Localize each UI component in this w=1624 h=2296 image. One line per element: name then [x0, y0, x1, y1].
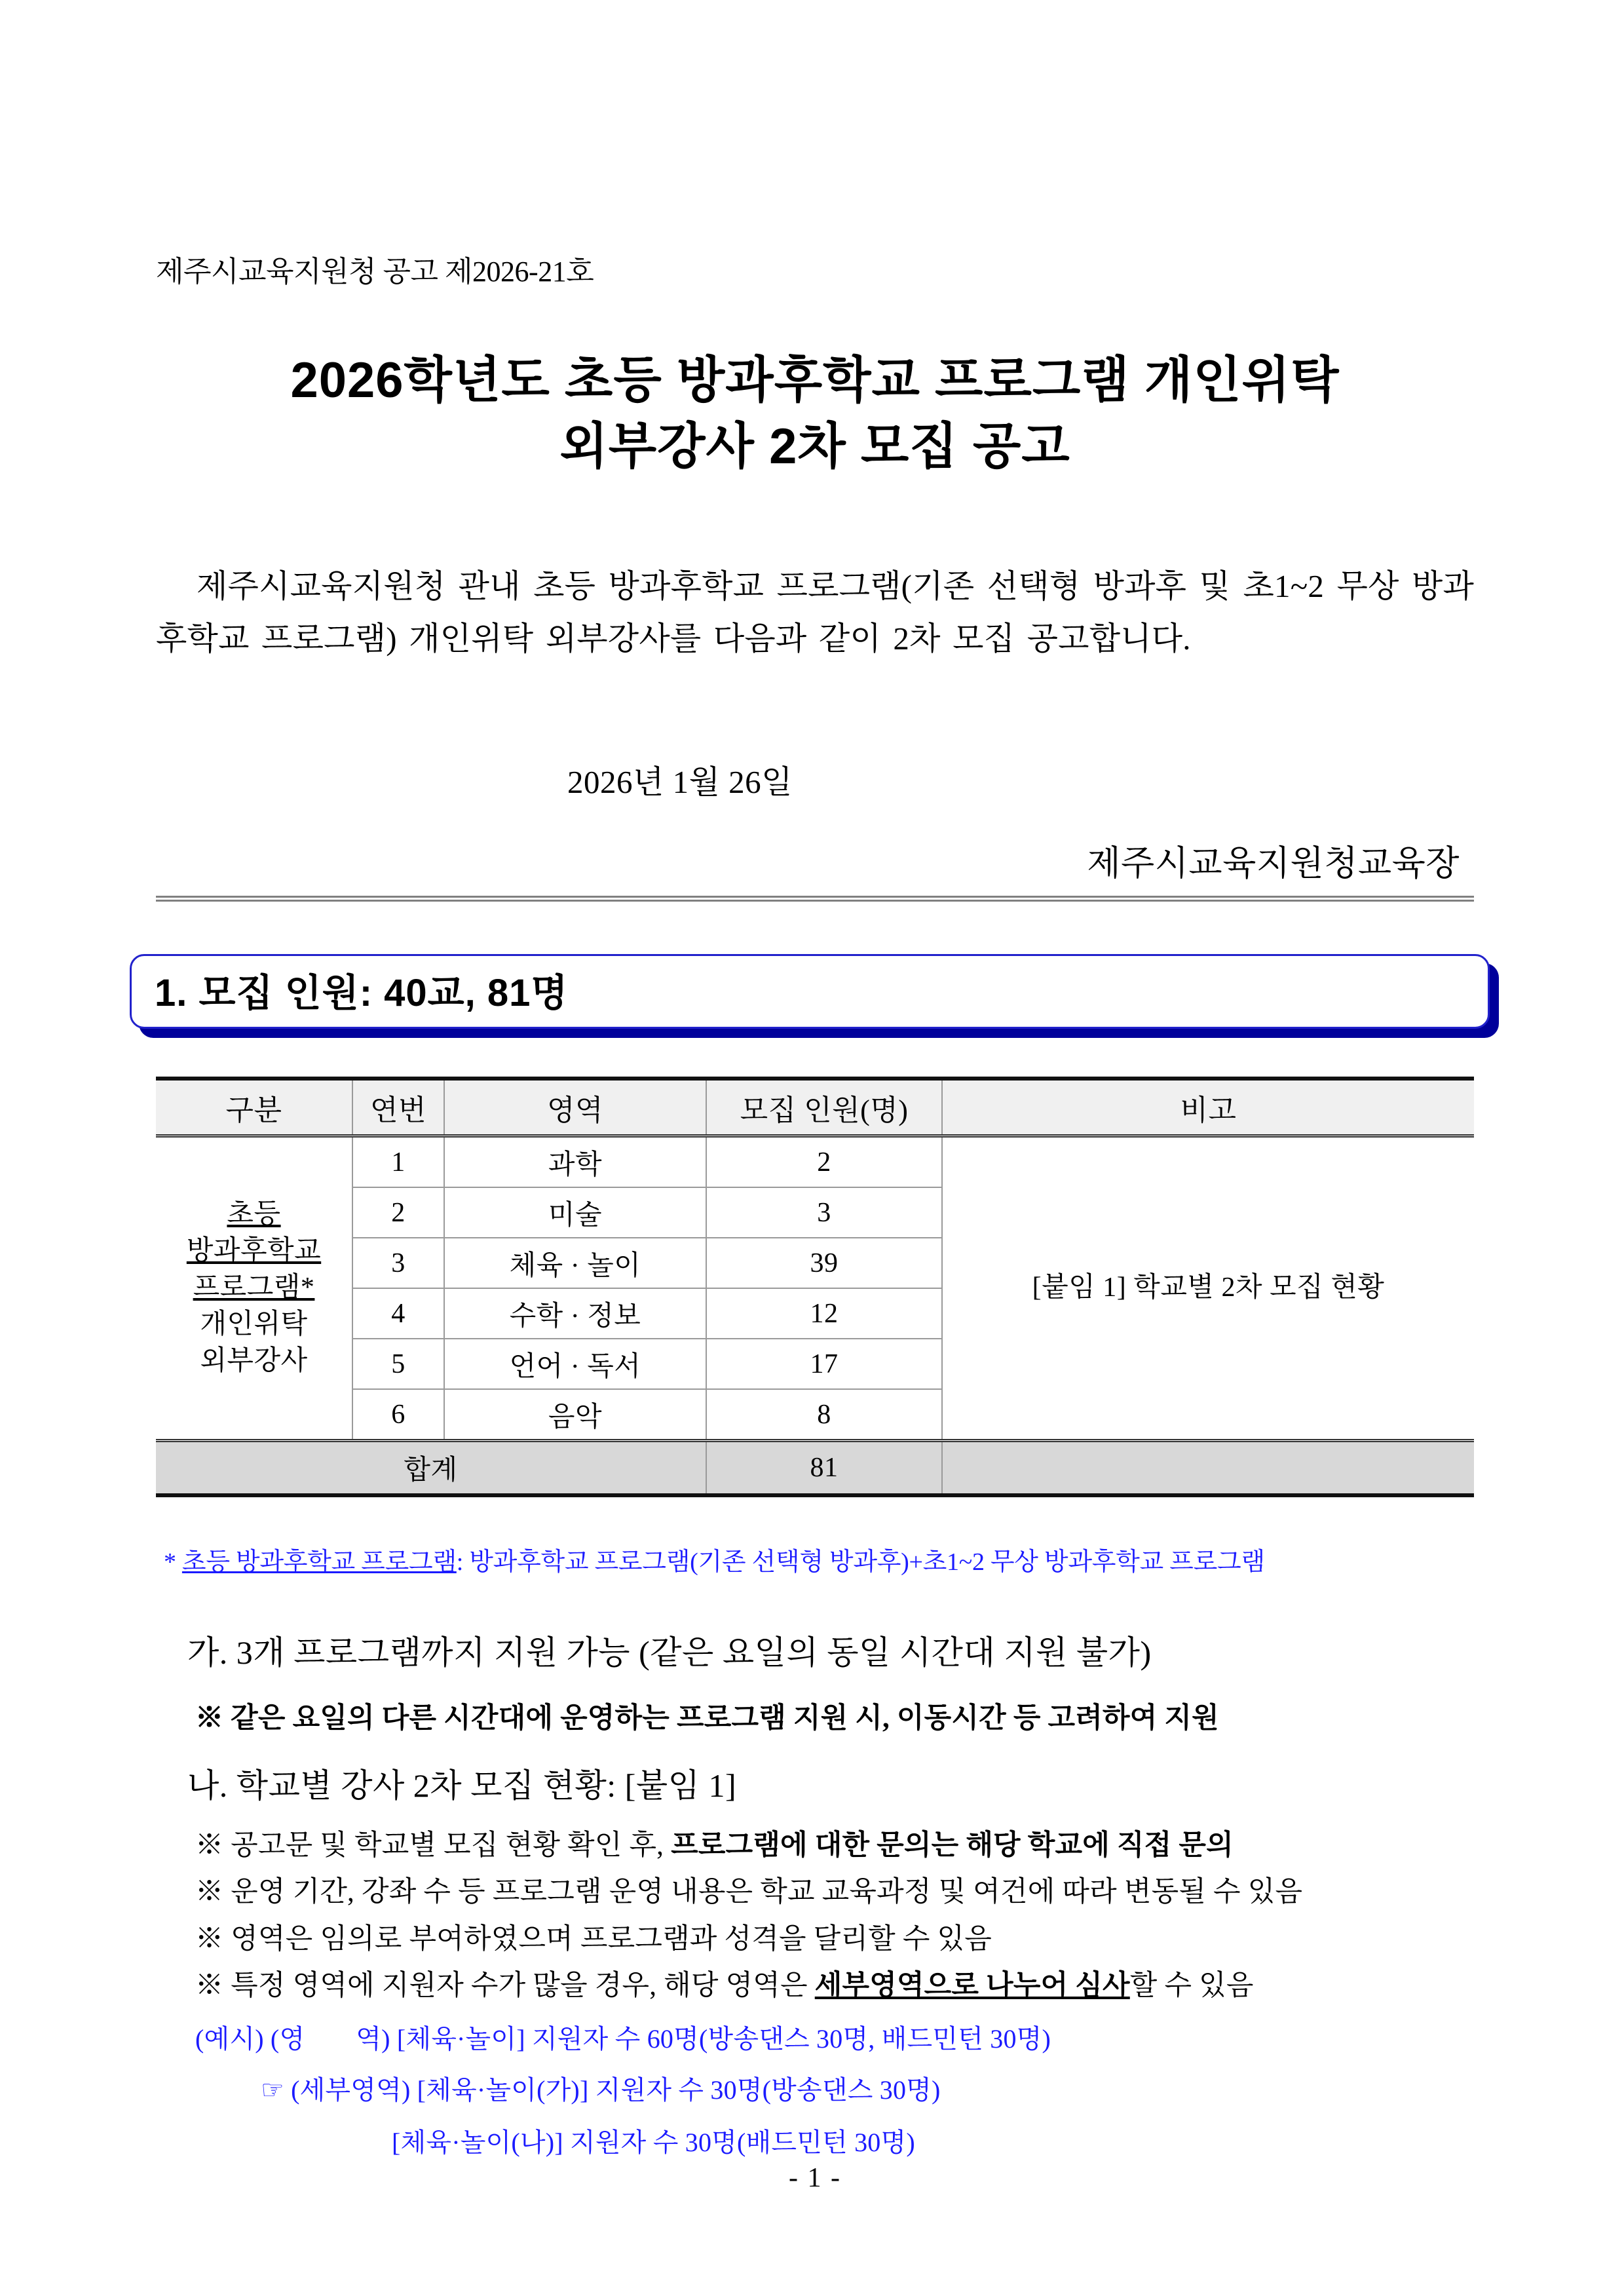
recruitment-table-wrapper: [156, 1077, 1474, 1497]
section-heading-box: [130, 954, 1499, 1031]
footnote-definition: : 방과후학교 프로그램(기존 선택형 방과후)+초1~2 무상 방과후학교 프로그램: [456, 1548, 1265, 1576]
pointing-hand-icon: ☞: [261, 2075, 285, 2105]
section-heading-label: 1. 모집 인원: 40교, 81명: [155, 972, 569, 1014]
header-remark: 비고: [942, 1079, 1474, 1136]
recruitment-table: [156, 1077, 1474, 1497]
note-1-bold: 프로그램에 대한 문의는 해당 학교에 직접 문의: [671, 1830, 1234, 1861]
item-b-note-1: [195, 1823, 1234, 1863]
group-label-line-3: 프로그램*: [193, 1272, 315, 1303]
cell-area: 수학 · 정보: [444, 1288, 706, 1339]
table-header-row: [156, 1079, 1474, 1136]
horizontal-double-rule: [156, 896, 1474, 902]
table-total-row: [156, 1441, 1474, 1496]
example-1-suffix: 역) [체육·놀이] 지원자 수 60명(방송댄스 30명, 배드민턴 30명): [356, 2024, 1051, 2054]
cell-count: 3: [706, 1187, 942, 1238]
cell-no: 2: [352, 1187, 444, 1238]
note-4-plain-1: ※ 특정 영역에 지원자 수가 많을 경우, 해당 영역은: [195, 1970, 815, 2001]
group-label-line-5: 외부강사: [200, 1345, 308, 1376]
page-number: - 1 -: [789, 2163, 841, 2193]
example-line-1: [195, 2018, 1051, 2056]
cell-no: 4: [352, 1288, 444, 1339]
item-b: 나. 학교별 강사 2차 모집 현황: [붙임 1]: [187, 1767, 737, 1804]
group-label-cell: [156, 1136, 352, 1441]
item-b-note-4: [195, 1963, 1254, 2003]
cell-remark: [붙임 1] 학교별 2차 모집 현황: [942, 1136, 1474, 1441]
note-4-bold: 세부영역으로 나누어 심사: [814, 1970, 1130, 2001]
cell-no: 6: [352, 1389, 444, 1441]
item-b-note-3: ※ 영역은 임의로 부여하였으며 프로그램과 성격을 달리할 수 있음: [195, 1924, 992, 1955]
cell-area: 음악: [444, 1389, 706, 1441]
table-header: [156, 1079, 1474, 1136]
footnote-marker: *: [164, 1548, 176, 1576]
example-1-prefix: (예시) (영: [195, 2024, 305, 2054]
group-label-line-1: 초등: [227, 1199, 281, 1230]
table-body: [156, 1136, 1474, 1496]
issue-date: 2026년 1월 26일: [567, 764, 793, 800]
total-remark-empty: [942, 1441, 1474, 1496]
rule-bottom: [156, 900, 1474, 902]
item-b-note-2: ※ 운영 기간, 강좌 수 등 프로그램 운영 내용은 학교 교육과정 및 여건에 따라 변동될 수 있음: [195, 1877, 1303, 1907]
total-label: 합계: [156, 1441, 706, 1496]
group-label-line-4: 개인위탁: [200, 1309, 308, 1339]
note-1-plain: ※ 공고문 및 학교별 모집 현황 확인 후,: [195, 1830, 671, 1861]
cell-count: 2: [706, 1136, 942, 1188]
item-a-note: ※ 같은 요일의 다른 시간대에 운영하는 프로그램 지원 시, 이동시간 등 고려하여 지원: [195, 1703, 1219, 1734]
footnote-term: 초등 방과후학교 프로그램: [181, 1548, 457, 1576]
note-4-plain-2: 할 수 있음: [1129, 1970, 1254, 2001]
title-line-1: 2026학년도 초등 방과후학교 프로그램 개인위탁: [290, 353, 1340, 408]
example-2-text: (세부영역) [체육·놀이(가)] 지원자 수 30명(방송댄스 30명): [291, 2075, 941, 2105]
example-line-2: [261, 2069, 941, 2107]
cell-area: 언어 · 독서: [444, 1339, 706, 1389]
page-title: [156, 347, 1474, 480]
header-gubun: 구분: [156, 1079, 352, 1136]
intro-paragraph: 제주시교육지원청 관내 초등 방과후학교 프로그램(기존 선택형 방과후 및 초1~2 무상 방과후학교 프로그램) 개인위탁 외부강사를 다음과 같이 2차 모집 공고합니다.: [156, 568, 1474, 657]
rule-top: [156, 896, 1474, 898]
cell-count: 39: [706, 1238, 942, 1288]
header-area: 영역: [444, 1079, 706, 1136]
cell-area: 과학: [444, 1136, 706, 1188]
cell-area: 미술: [444, 1187, 706, 1238]
issuer-signature: 제주시교육지원청교육장: [1087, 845, 1460, 883]
cell-count: 12: [706, 1288, 942, 1339]
group-label-line-2: 방과후학교: [186, 1236, 322, 1267]
table-footnote: [164, 1541, 1507, 1577]
cell-count: 8: [706, 1389, 942, 1441]
cell-no: 1: [352, 1136, 444, 1188]
total-count: 81: [706, 1441, 942, 1496]
cell-area: 체육 · 놀이: [444, 1238, 706, 1288]
item-a: 가. 3개 프로그램까지 지원 가능 (같은 요일의 동일 시간대 지원 불가): [187, 1634, 1152, 1671]
table-row: [156, 1136, 1474, 1188]
cell-no: 3: [352, 1238, 444, 1288]
example-line-3: [체육·놀이(나)] 지원자 수 30명(배드민턴 30명): [392, 2128, 915, 2157]
document-number: 제주시교육지원청 공고 제2026-21호: [156, 256, 594, 288]
title-line-2: 외부강사 2차 모집 공고: [559, 419, 1070, 475]
cell-no: 5: [352, 1339, 444, 1389]
header-no: 연번: [352, 1079, 444, 1136]
cell-count: 17: [706, 1339, 942, 1389]
header-count: 모집 인원(명): [706, 1079, 942, 1136]
